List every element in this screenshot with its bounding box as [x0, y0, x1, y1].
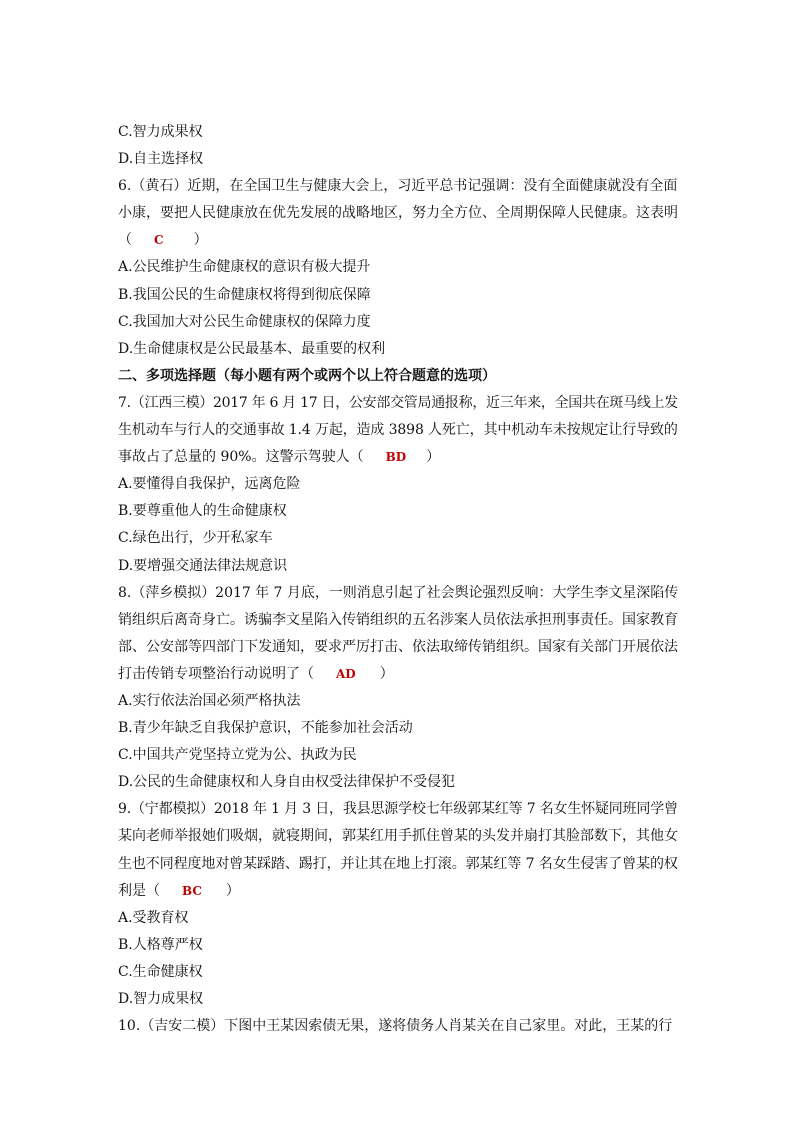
q9-option-b: B.人格尊严权	[118, 936, 203, 953]
q9-stem-line-2: 某向老师举报她们吸烟，就寝期间，郭某红用手抓住曾某的头发并扇打其脸部数下，其他女	[118, 828, 678, 845]
close-paren: ）	[225, 882, 240, 899]
q9-stem-line-1: 9.（宁都模拟）2018 年 1 月 3 日，我县思源学校七年级郭某红等 7 名女生怀疑同班同学曾	[118, 801, 678, 818]
q7-answer: BD	[385, 450, 407, 465]
question-content	[118, 119, 678, 1040]
q5-option-d: D.自主选择权	[118, 151, 204, 168]
q6-option-a: A.公民维护生命健康权的意识有极大提升	[118, 259, 371, 276]
q9-option-a: A.受教育权	[118, 909, 189, 926]
q6-stem-line-2: 小康，要把人民健康放在优先发展的战略地区，努力全方位、全周期保障人民健康。这表明	[118, 205, 678, 222]
q9-stem-line-3: 生也不同程度地对曾某踩踏、踢打，并让其在地上打滚。郭某红等 7 名女生侵害了曾某的权	[118, 855, 678, 872]
q9-answer-line	[118, 878, 678, 905]
q7-answer-line	[118, 444, 678, 471]
q9-stem-end: 利是（	[118, 882, 160, 899]
q5-option-c: C.智力成果权	[118, 124, 203, 140]
q9-option-d: D.智力成果权	[118, 991, 204, 1007]
q8-stem-line-2: 销组织后离奇身亡。诱骗李文星陷入传销组织的五名涉案人员依法承担刑事责任。国家教育	[118, 611, 678, 628]
q6-stem-line	[118, 173, 678, 200]
q6-stem-line-1: 6.（黄石）近期，在全国卫生与健康大会上，习近平总书记强调：没有全面健康就没有全面	[118, 178, 678, 195]
q9-option-c: C.生命健康权	[118, 963, 203, 980]
q7-option-b: B.要尊重他人的生命健康权	[118, 503, 287, 520]
q8-stem-line-3: 部、公安部等四部门下发通知，要求严厉打击、依法取缔传销组织。国家有关部门开展依法	[118, 638, 678, 655]
q8-option-d: D.公民的生命健康权和人身自由权受法律保护不受侵犯	[118, 774, 456, 791]
q7-stem-end: 事故占了总量的 90%。这警示驾驶人（	[118, 449, 364, 466]
q10-stem-line-1: 10.（吉安二模）下图中王某因索债无果，遂将债务人肖某关在自己家里。对此，王某的行	[118, 1018, 673, 1035]
q8-answer: AD	[336, 666, 356, 681]
q7-stem-line-2: 生机动车与行人的交通事故 1.4 万起，造成 3898 人死亡，其中机动车未按规定让行导致的	[118, 422, 678, 439]
q7-stem-line-1: 7.（江西三模）2017 年 6 月 17 日，公安部交管局通报称，近三年来，全国共在斑马线上发	[118, 394, 678, 411]
q6-answer: C	[154, 233, 164, 248]
q8-option-a: A.实行依法治国必须严格执法	[118, 692, 301, 709]
close-paren: ）	[193, 232, 208, 249]
q6-stem-line	[118, 200, 678, 227]
q8-answer-line	[118, 661, 678, 688]
q8-stem-end: 打击传销专项整治行动说明了（	[118, 665, 314, 682]
q6-answer-line	[118, 227, 678, 254]
q6-option-b: B.我国公民的生命健康权将得到彻底保障	[118, 286, 371, 303]
q6-option-c: C.我国加大对公民生命健康权的保障力度	[118, 313, 371, 330]
q8-stem-line-1: 8.（萍乡模拟）2017 年 7 月底，一则消息引起了社会舆论强烈反响：大学生李文星深陷传	[118, 584, 679, 601]
q6-option-d: D.生命健康权是公民最基本、最重要的权利	[118, 340, 386, 357]
q9-answer: BC	[182, 883, 202, 898]
close-paren: ）	[426, 449, 441, 466]
q8-option-b: B.青少年缺乏自我保护意识，不能参加社会活动	[118, 720, 413, 737]
q8-option-c: C.中国共产党坚持立党为公、执政为民	[118, 747, 357, 764]
close-paren: ）	[379, 665, 394, 682]
q7-option-c: C.绿色出行，少开私家车	[118, 530, 273, 547]
q7-option-a: A.要懂得自我保护，远离危险	[118, 476, 301, 493]
section-heading: 二、多项选择题（每小题有两个或两个以上符合题意的选项）	[118, 367, 496, 384]
q7-option-d: D.要增强交通法律法规意识	[118, 557, 288, 574]
open-paren: （	[118, 232, 132, 249]
